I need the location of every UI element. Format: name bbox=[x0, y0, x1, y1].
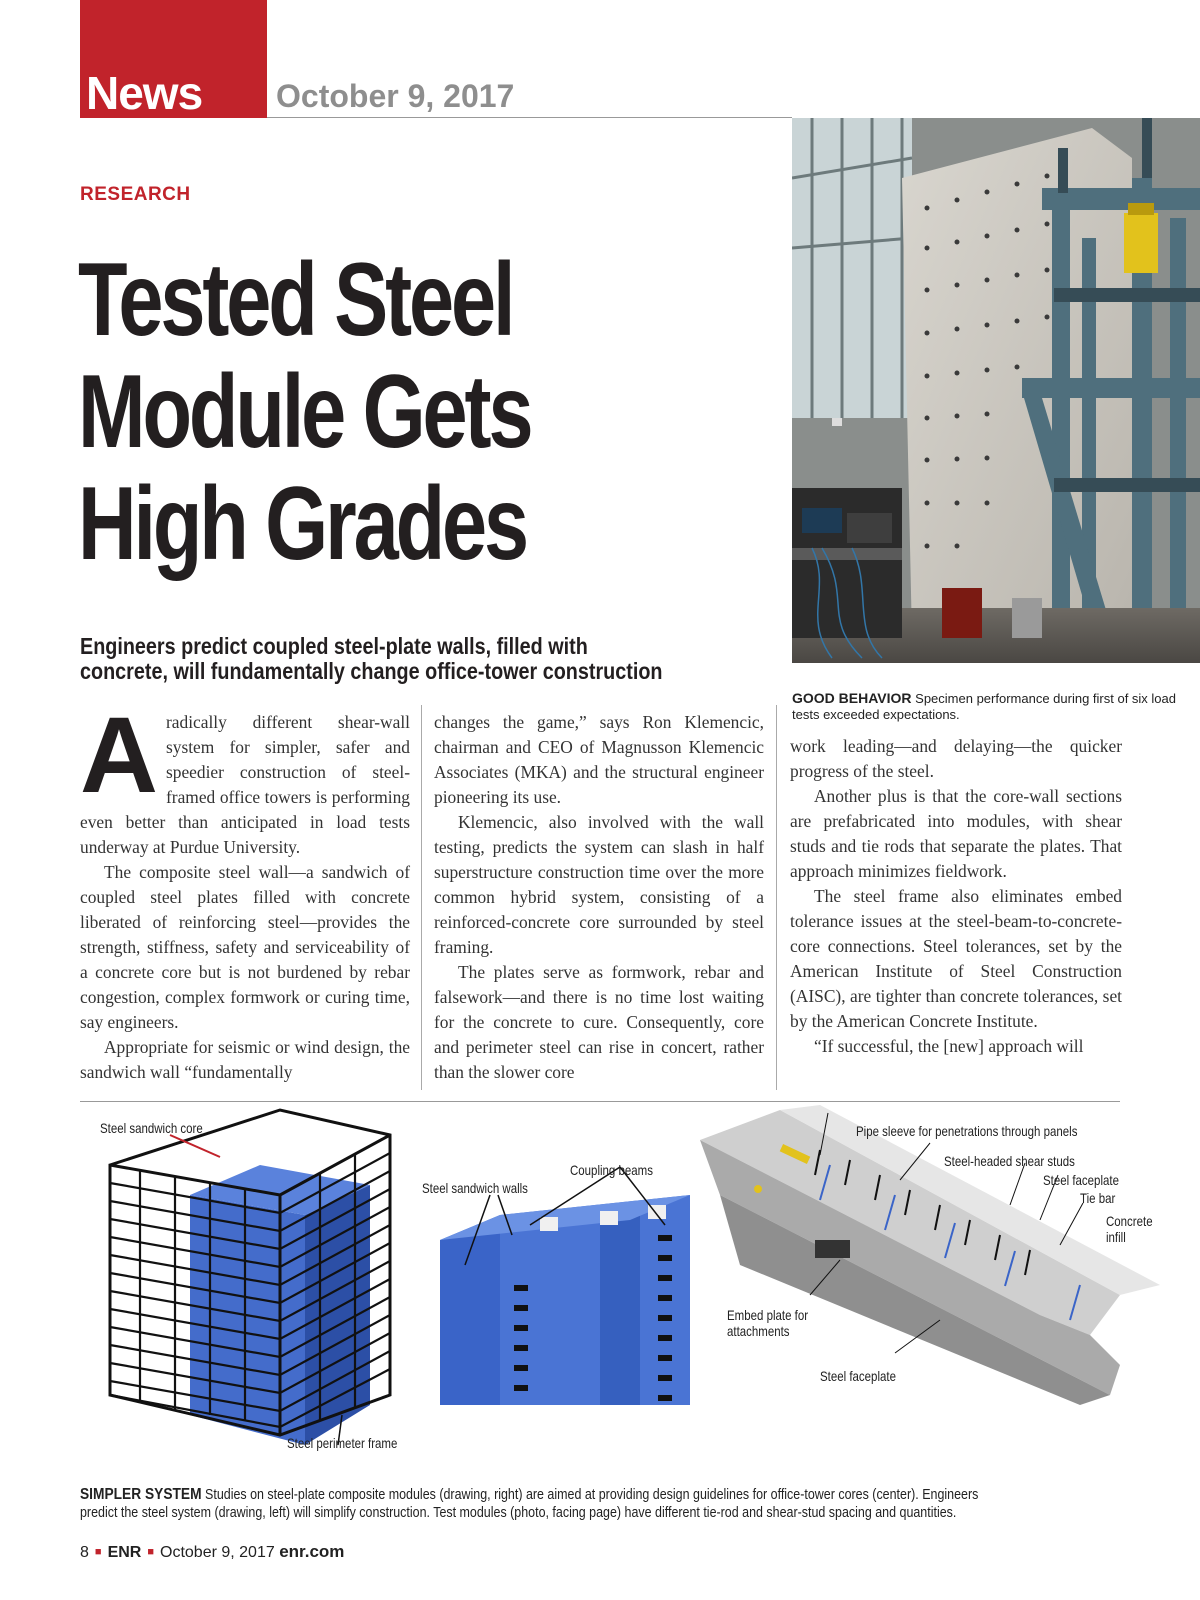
headline-line: High Grades bbox=[78, 466, 527, 582]
figure-caption-text: predict the steel system (drawing, left) will simplify construction. Test modules (photo, facing page) have different tie-rod and shear-stud spacing and quantities. bbox=[80, 1505, 957, 1521]
label-steel-perimeter-frame: Steel perimeter frame bbox=[287, 1435, 398, 1451]
body-paragraph: The composite steel wall—a sandwich of coupled steel plates filled with concrete liberated of reinforcing steel—provides the strength, stiffness, safety and serviceability of a concrete core but is not burdened by rebar congestion, complex formwork or curing time, say engineers. bbox=[80, 862, 410, 1032]
label-concrete-infill: infill bbox=[1106, 1229, 1126, 1245]
header-divider bbox=[267, 117, 792, 118]
label-steel-faceplate-top: Steel faceplate bbox=[1043, 1172, 1119, 1188]
photo-caption-text: Specimen performance during first of six load tests exceeded expectations. bbox=[792, 691, 1177, 722]
footer-date: October 9, 2017 bbox=[160, 1544, 275, 1561]
body-paragraph: changes the game,” says Ron Klemencic, chairman and CEO of Magnusson Klemencic Associates (MKA) and the structural engineer pioneering its use. bbox=[434, 712, 764, 807]
separator-square-icon: ■ bbox=[94, 1546, 102, 1558]
page-number: 8 bbox=[80, 1544, 89, 1561]
label-steel-faceplate-bottom: Steel faceplate bbox=[820, 1368, 896, 1384]
body-paragraph: Klemencic, also involved with the wall testing, predicts the system can slash in half superstructure construction time over the more common hybrid system, consisting of a reinforced-concrete core surrounded by steel framing. bbox=[434, 812, 764, 957]
label-coupling-beams: Coupling beams bbox=[570, 1162, 653, 1178]
drop-cap: A bbox=[80, 694, 158, 815]
body-paragraph: work leading—and delaying—the quicker progress of the steel. bbox=[790, 736, 1122, 781]
section-label: News bbox=[86, 67, 203, 119]
composite-panel-drawing bbox=[700, 1105, 1160, 1405]
figure-caption-lead: SIMPLER SYSTEM bbox=[80, 1486, 202, 1503]
body-column-1 bbox=[80, 694, 410, 1085]
body-paragraph: The steel frame also eliminates embed tolerance issues at the steel-beam-to-concrete-core connections. Steel tolerances, set by the American Institute of Steel Construction (AISC), are tighter than concrete tolerances, set by the American Concrete Institute. bbox=[790, 886, 1122, 1031]
column-divider bbox=[421, 705, 422, 1090]
label-tie-bar: Tie bar bbox=[1080, 1190, 1116, 1206]
label-embed-plate: attachments bbox=[727, 1323, 790, 1339]
photo-caption bbox=[792, 690, 1192, 723]
headline-line: Tested Steel bbox=[78, 242, 513, 358]
body-paragraph bbox=[80, 694, 410, 860]
label-steel-sandwich-walls: Steel sandwich walls bbox=[422, 1180, 528, 1196]
separator-square-icon: ■ bbox=[147, 1546, 154, 1558]
site-link[interactable]: enr.com bbox=[279, 1542, 345, 1561]
category-kicker: RESEARCH bbox=[80, 184, 191, 205]
body-text: radically different shear-wall system for simpler, safer and speedier construction of steel-framed office towers is performing even better than anticipated in load tests underway at Purdue University. bbox=[80, 712, 410, 857]
page-footer bbox=[80, 1542, 344, 1562]
headline-line: Module Gets bbox=[78, 354, 531, 470]
label-steel-sandwich-core: Steel sandwich core bbox=[100, 1120, 203, 1136]
body-column-2 bbox=[434, 710, 764, 1085]
sandwich-wall-drawing bbox=[440, 1167, 690, 1405]
label-pipe-sleeve: Pipe sleeve for penetrations through panels bbox=[856, 1123, 1078, 1139]
column-divider bbox=[776, 705, 777, 1090]
figure-caption-text: Studies on steel-plate composite modules (drawing, right) are aimed at providing design guidelines for office-tower cores (center). Engineers bbox=[205, 1487, 979, 1503]
label-concrete-infill: Concrete bbox=[1106, 1213, 1153, 1229]
section-divider bbox=[80, 1101, 1120, 1102]
body-paragraph: Appropriate for seismic or wind design, the sandwich wall “fundamentally bbox=[80, 1037, 410, 1082]
deck-line: Engineers predict coupled steel-plate walls, filled with bbox=[80, 633, 588, 659]
lab-photo-illustration bbox=[792, 118, 1200, 663]
issue-date: October 9, 2017 bbox=[276, 78, 515, 114]
figure-caption bbox=[80, 1486, 1112, 1522]
body-column-3 bbox=[790, 734, 1122, 1059]
body-paragraph: “If successful, the [new] approach will bbox=[814, 1036, 1084, 1056]
body-paragraph: Another plus is that the core-wall sections are prefabricated into modules, with shear studs and tie rods that separate the plates. That approach minimizes fieldwork. bbox=[790, 786, 1122, 881]
label-embed-plate: Embed plate for bbox=[727, 1307, 809, 1323]
headline bbox=[78, 244, 624, 580]
photo-caption-lead: GOOD BEHAVIOR bbox=[792, 690, 912, 706]
tower-frame-drawing bbox=[110, 1110, 390, 1445]
deck-line: concrete, will fundamentally change office-tower construction bbox=[80, 658, 663, 684]
body-paragraph: The plates serve as formwork, rebar and falsework—and there is no time lost waiting for the concrete to cure. Consequently, core and perimeter steel can rise in concert, rather than the slower core bbox=[434, 962, 764, 1082]
label-shear-studs: Steel-headed shear studs bbox=[944, 1153, 1075, 1169]
deck-subheadline bbox=[80, 634, 785, 684]
publication-name: ENR bbox=[107, 1544, 142, 1561]
lab-test-photo bbox=[792, 118, 1200, 663]
